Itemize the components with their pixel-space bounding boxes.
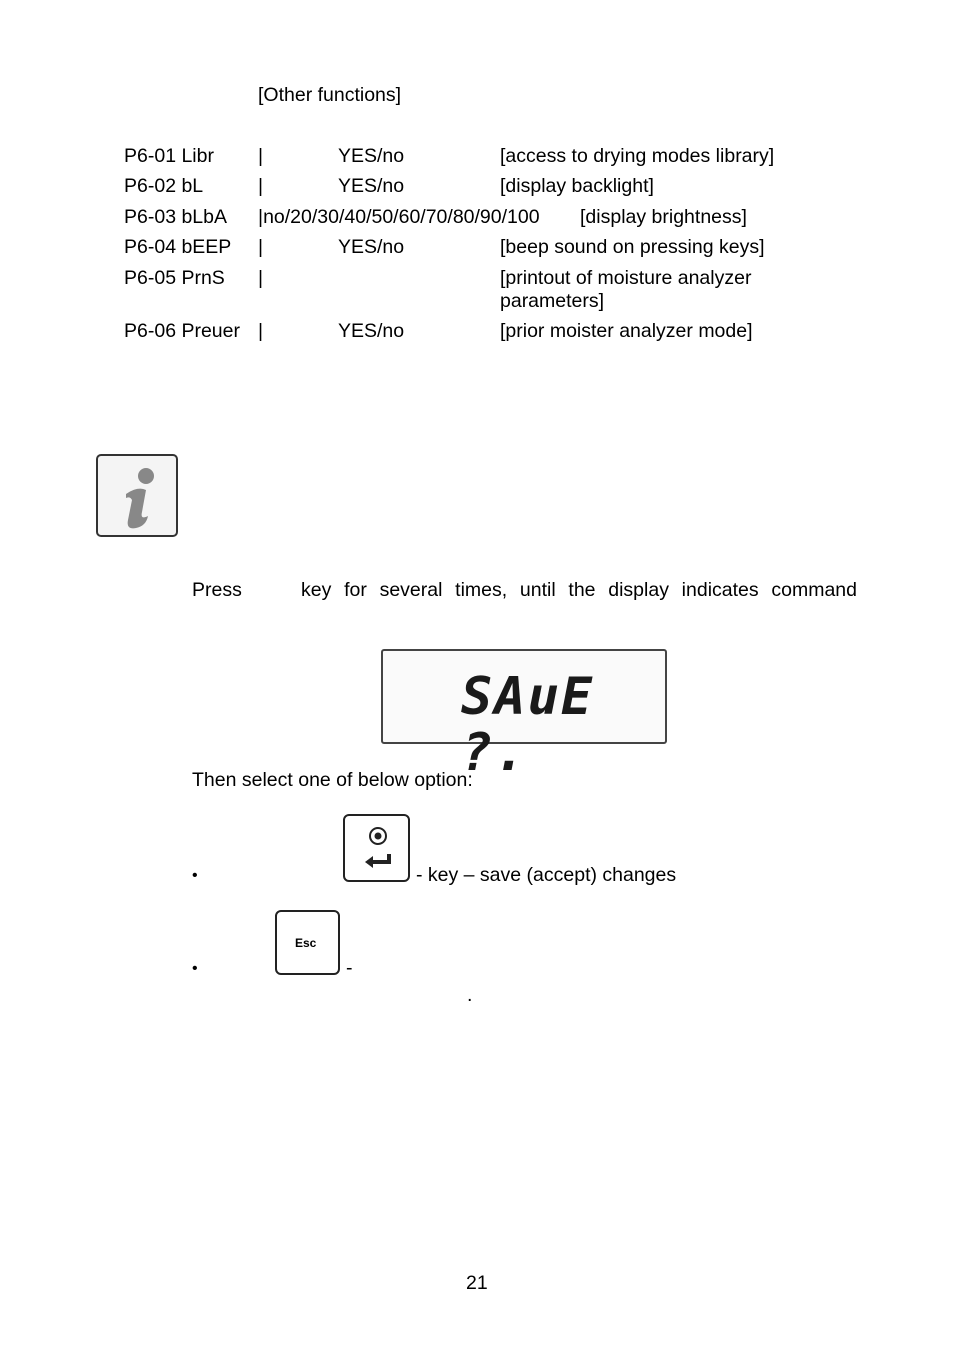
page-number: 21 bbox=[466, 1272, 488, 1294]
param-sep: | bbox=[258, 267, 264, 289]
select-instruction: Then select one of below option: bbox=[192, 769, 473, 791]
option-esc-text: - bbox=[346, 957, 353, 979]
param-desc: [display brightness] bbox=[580, 206, 747, 228]
param-row bbox=[0, 236, 954, 260]
param-value: YES/no bbox=[338, 175, 405, 197]
bullet: • bbox=[192, 867, 198, 884]
param-row bbox=[0, 320, 954, 344]
param-row bbox=[0, 145, 954, 169]
section-heading: [Other functions] bbox=[258, 84, 402, 106]
param-desc: [printout of moisture analyzer bbox=[500, 267, 752, 289]
lcd-display bbox=[381, 649, 667, 783]
param-code: P6-05 PrnS bbox=[124, 267, 225, 289]
param-sep: | bbox=[258, 236, 264, 258]
param-desc: [access to drying modes library] bbox=[500, 145, 775, 167]
param-code: P6-06 Preuer bbox=[124, 320, 240, 342]
lcd-text: SAuE ?. bbox=[461, 667, 595, 783]
param-code: P6-02 bL bbox=[124, 175, 204, 197]
esc-key-label: Esc bbox=[295, 936, 317, 950]
param-desc: [beep sound on pressing keys] bbox=[500, 236, 765, 258]
param-sep: |no/20/30/40/50/60/70/80/90/100 bbox=[258, 206, 540, 228]
param-code: P6-01 Libr bbox=[124, 145, 214, 167]
param-value: YES/no bbox=[338, 145, 405, 167]
press-instruction: key for several times, until the display indicates command bbox=[301, 579, 857, 601]
param-row bbox=[0, 175, 954, 199]
param-sep: | bbox=[258, 320, 264, 342]
param-value: YES/no bbox=[338, 320, 405, 342]
param-desc-continued: parameters] bbox=[500, 290, 605, 312]
info-icon bbox=[96, 454, 178, 537]
param-row bbox=[0, 267, 954, 315]
param-code: P6-03 bLbA bbox=[124, 206, 227, 228]
option-save-text: - key – save (accept) changes bbox=[416, 864, 677, 886]
bullet: • bbox=[192, 960, 198, 977]
enter-key bbox=[343, 814, 410, 882]
param-row bbox=[0, 206, 954, 230]
trailing-dot: . bbox=[467, 984, 473, 1006]
press-word: Press bbox=[192, 579, 242, 601]
param-desc: [display backlight] bbox=[500, 175, 654, 197]
param-sep: | bbox=[258, 145, 264, 167]
param-value: YES/no bbox=[338, 236, 405, 258]
param-desc: [prior moister analyzer mode] bbox=[500, 320, 753, 342]
param-code: P6-04 bEEP bbox=[124, 236, 232, 258]
esc-key bbox=[275, 910, 340, 975]
param-sep: | bbox=[258, 175, 264, 197]
